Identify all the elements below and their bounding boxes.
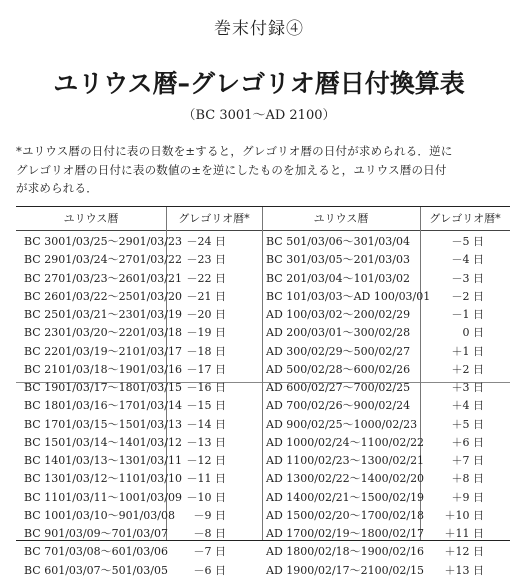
- offset-days-right: －5 日: [451, 235, 484, 248]
- offset-days-left: －17 日: [186, 362, 226, 376]
- julian-range-left: BC 601/03/07〜501/03/05: [24, 563, 169, 577]
- julian-range-left: BC 2901/03/24〜2701/03/22: [24, 253, 183, 267]
- table-header-rule: [16, 230, 510, 231]
- table-row: [16, 306, 510, 324]
- offset-days-right: ＋3 日: [451, 381, 484, 394]
- offset-days-right: ＋4 日: [451, 399, 484, 413]
- table-row: [16, 489, 510, 507]
- offset-days-left: －22 日: [186, 271, 226, 285]
- offset-days-right: 0 日: [462, 326, 484, 340]
- table-row: [16, 416, 510, 434]
- table-row: [16, 507, 510, 525]
- julian-range-left: BC 1401/03/13〜1301/03/11: [24, 454, 183, 467]
- julian-range-left: BC 1301/03/12〜1101/03/10: [24, 472, 183, 486]
- footnote-line: が求められる．: [16, 181, 98, 195]
- offset-days-left: －9 日: [193, 508, 226, 522]
- table-row: [16, 452, 510, 470]
- julian-range-left: BC 2701/03/23〜2601/03/21: [24, 271, 183, 285]
- offset-days-right: ＋8 日: [451, 472, 484, 486]
- table-row: [16, 233, 510, 251]
- julian-range-right: AD 1800/02/18〜1900/02/16: [266, 545, 425, 559]
- offset-days-right: ＋10 日: [444, 508, 484, 522]
- offset-days-left: －24 日: [186, 235, 226, 248]
- table-row: [16, 324, 510, 342]
- julian-range-left: BC 2201/03/19〜2101/03/17: [24, 344, 183, 358]
- offset-days-right: ＋7 日: [451, 454, 484, 467]
- offset-days-right: ＋1 日: [451, 344, 484, 358]
- offset-days-right: ＋6 日: [451, 435, 484, 449]
- offset-days-left: －16 日: [186, 381, 226, 394]
- julian-range-left: BC 1701/03/15〜1501/03/13: [24, 417, 183, 431]
- table-row: [16, 470, 510, 488]
- header-julian-right: ユリウス暦: [313, 212, 369, 225]
- offset-days-left: －21 日: [186, 289, 226, 303]
- offset-days-left: －10 日: [186, 490, 226, 504]
- julian-range-left: BC 2501/03/21〜2301/03/19: [24, 308, 183, 321]
- table-top-rule: [16, 206, 510, 207]
- offset-days-right: －2 日: [451, 289, 484, 303]
- julian-range-left: BC 1801/03/16〜1701/03/14: [24, 399, 183, 413]
- julian-range-right: BC 301/03/05〜201/03/03: [266, 253, 411, 267]
- julian-range-right: AD 900/02/25〜1000/02/23: [266, 417, 418, 431]
- table-row: [16, 288, 510, 306]
- page-subtitle: （BC 3001〜AD 2100）: [182, 108, 336, 123]
- footnote-line: グレゴリオ暦の日付に表の数値の±を逆にしたものを加えると，ユリウス暦の日付: [16, 162, 447, 177]
- julian-range-right: AD 600/02/27〜700/02/25: [266, 381, 411, 394]
- offset-days-right: ＋13 日: [444, 563, 484, 577]
- footnote: [16, 142, 508, 198]
- julian-range-right: BC 201/03/04〜101/03/02: [266, 271, 411, 285]
- julian-range-right: AD 200/03/01〜300/02/28: [266, 326, 411, 340]
- julian-range-right: AD 1100/02/23〜1300/02/21: [266, 454, 425, 467]
- offset-days-left: －8 日: [193, 527, 226, 540]
- julian-range-right: AD 1500/02/20〜1700/02/18: [266, 508, 425, 522]
- julian-range-right: AD 1900/02/17〜2100/02/15: [266, 563, 425, 577]
- julian-range-right: BC 501/03/06〜301/03/04: [266, 235, 411, 248]
- julian-range-right: AD 700/02/26〜900/02/24: [266, 399, 411, 413]
- header-gregorian-left: グレゴリオ暦*: [178, 212, 250, 225]
- julian-range-right: AD 1000/02/24〜1100/02/22: [266, 435, 425, 449]
- header-gregorian-right: グレゴリオ暦*: [429, 212, 501, 225]
- offset-days-left: －12 日: [186, 454, 226, 467]
- page-title: ユリウス暦–グレゴリオ暦日付換算表: [53, 69, 465, 98]
- julian-range-left: BC 1101/03/11〜1001/03/09: [24, 490, 183, 504]
- offset-days-left: －18 日: [186, 344, 226, 358]
- appendix-label: 巻末付録④: [214, 19, 304, 39]
- offset-days-left: －7 日: [193, 545, 226, 559]
- julian-range-left: BC 901/03/09〜701/03/07: [24, 527, 169, 540]
- header-julian-left: ユリウス暦: [63, 212, 119, 225]
- julian-range-left: BC 3001/03/25〜2901/03/23: [24, 235, 183, 248]
- julian-range-right: BC 101/03/03〜AD 100/03/01: [266, 289, 431, 303]
- julian-range-right: AD 500/02/28〜600/02/26: [266, 362, 411, 376]
- offset-days-left: －19 日: [186, 326, 226, 340]
- julian-range-left: BC 701/03/08〜601/03/06: [24, 545, 169, 559]
- table-row: [16, 361, 510, 379]
- julian-range-right: AD 1300/02/22〜1400/02/20: [266, 472, 425, 486]
- offset-days-right: －1 日: [451, 308, 484, 321]
- offset-days-left: －23 日: [186, 253, 226, 267]
- table-body: [16, 233, 510, 580]
- table-row: [16, 525, 510, 543]
- offset-days-left: －14 日: [186, 417, 226, 431]
- table-row: [16, 270, 510, 288]
- offset-days-left: －13 日: [186, 435, 226, 449]
- julian-range-right: AD 1700/02/19〜1800/02/17: [266, 527, 425, 540]
- table-row: [16, 562, 510, 580]
- offset-days-right: ＋11 日: [444, 527, 484, 540]
- offset-days-right: ＋12 日: [444, 545, 484, 559]
- table-row: [16, 343, 510, 361]
- offset-days-right: ＋2 日: [451, 362, 484, 376]
- julian-range-left: BC 1001/03/10〜901/03/08: [24, 508, 176, 522]
- offset-days-right: －4 日: [451, 253, 484, 267]
- offset-days-right: ＋5 日: [451, 417, 484, 431]
- table-row: [16, 379, 510, 397]
- offset-days-left: －11 日: [186, 472, 226, 486]
- julian-range-left: BC 2101/03/18〜1901/03/16: [24, 362, 183, 376]
- julian-range-left: BC 2601/03/22〜2501/03/20: [24, 289, 183, 303]
- offset-days-left: －6 日: [193, 563, 226, 577]
- table-row: [16, 397, 510, 415]
- offset-days-right: ＋9 日: [451, 490, 484, 504]
- julian-range-right: AD 300/02/29〜500/02/27: [266, 344, 411, 358]
- julian-range-left: BC 1901/03/17〜1801/03/15: [24, 381, 183, 394]
- offset-days-left: －20 日: [186, 308, 226, 321]
- table-row: [16, 434, 510, 452]
- julian-range-right: AD 100/03/02〜200/02/29: [266, 308, 411, 321]
- offset-days-left: －15 日: [186, 399, 226, 413]
- offset-days-right: －3 日: [451, 271, 484, 285]
- footnote-line: *ユリウス暦の日付に表の日数を±すると，グレゴリオ暦の日付が求められる．逆に: [16, 144, 453, 158]
- table-row: [16, 251, 510, 269]
- julian-range-left: BC 2301/03/20〜2201/03/18: [24, 326, 183, 340]
- table-row: [16, 543, 510, 561]
- julian-range-right: AD 1400/02/21〜1500/02/19: [266, 490, 425, 504]
- julian-range-left: BC 1501/03/14〜1401/03/12: [24, 435, 183, 449]
